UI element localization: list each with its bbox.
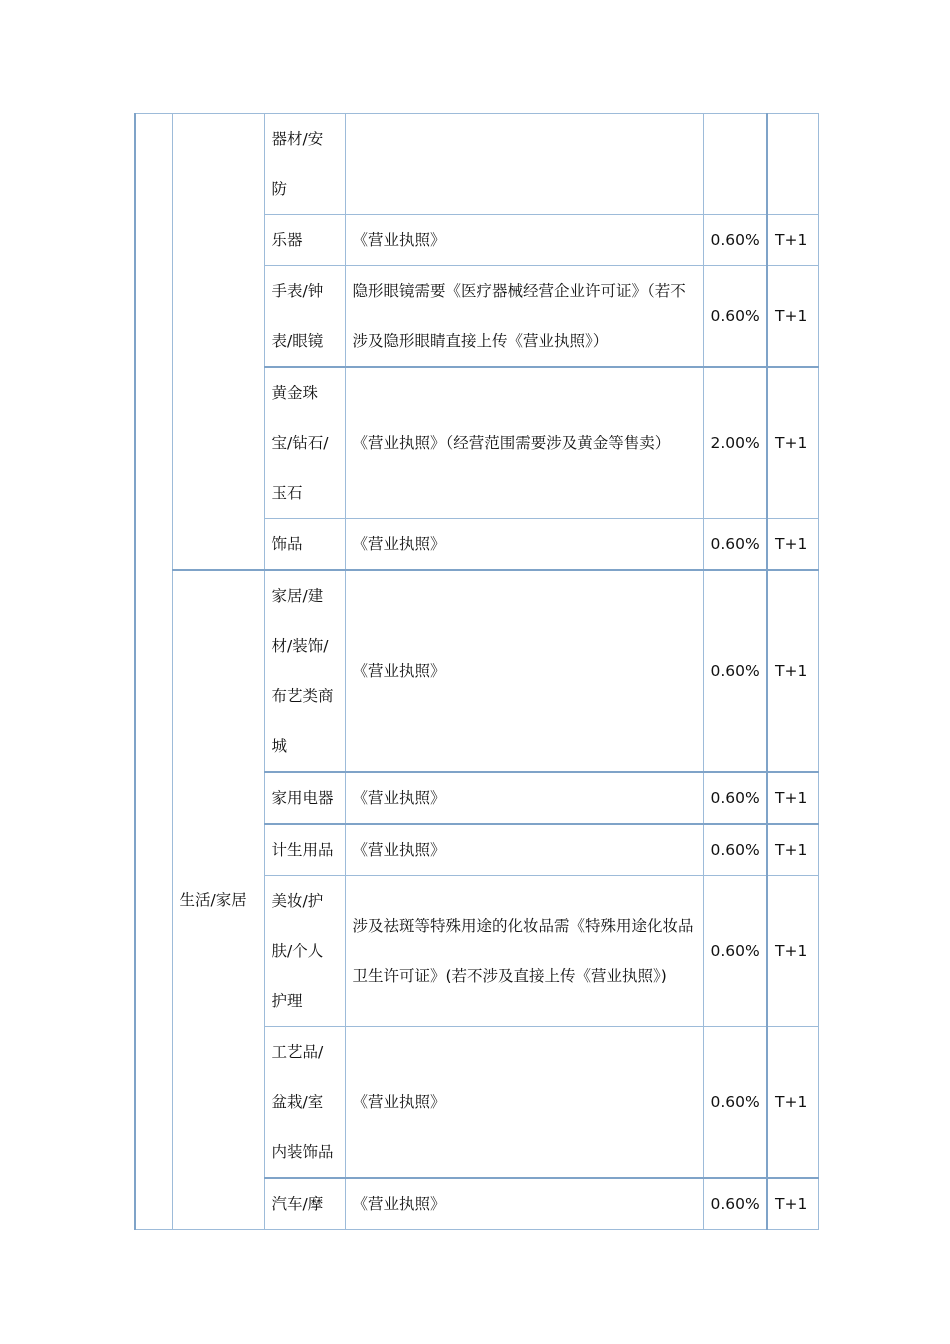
settle-cell: T+1 (767, 367, 818, 519)
requirement-cell: 《营业执照》 (345, 824, 703, 876)
requirement-cell: 涉及祛斑等特殊用途的化妆品需《特殊用途化妆品卫生许可证》(若不涉及直接上传《营业执照》) (345, 876, 703, 1027)
requirement-cell (345, 114, 703, 215)
requirement-cell: 《营业执照》 (345, 519, 703, 571)
settle-cell: T+1 (767, 824, 818, 876)
rate-cell: 0.60% (703, 519, 767, 571)
requirement-cell: 《营业执照》 (345, 215, 703, 266)
settle-cell: T+1 (767, 570, 818, 772)
rate-cell: 0.60% (703, 570, 767, 772)
rate-cell: 0.60% (703, 266, 767, 368)
blank-industry-cell (135, 114, 172, 1230)
rate-cell: 0.60% (703, 772, 767, 824)
subcategory-cell: 器材/安防 (264, 114, 345, 215)
subcategory-cell: 家居/建材/装饰/布艺类商城 (264, 570, 345, 772)
subcategory-cell: 饰品 (264, 519, 345, 571)
settle-cell: T+1 (767, 266, 818, 368)
requirement-cell: 《营业执照》（经营范围需要涉及黄金等售卖） (345, 367, 703, 519)
requirement-cell: 《营业执照》 (345, 1027, 703, 1179)
category-cell-previous (172, 114, 264, 571)
rate-cell: 2.00% (703, 367, 767, 519)
requirement-cell: 隐形眼镜需要《医疗器械经营企业许可证》（若不涉及隐形眼睛直接上传《营业执照》） (345, 266, 703, 368)
rate-cell: 0.60% (703, 1178, 767, 1230)
rate-cell: 0.60% (703, 1027, 767, 1179)
requirement-cell: 《营业执照》 (345, 570, 703, 772)
table-row (135, 570, 818, 772)
subcategory-cell: 工艺品/盆栽/室内装饰品 (264, 1027, 345, 1179)
settle-cell: T+1 (767, 876, 818, 1027)
settle-cell: T+1 (767, 1178, 818, 1230)
subcategory-cell: 乐器 (264, 215, 345, 266)
qualification-table (134, 113, 819, 1230)
requirement-cell: 《营业执照》 (345, 1178, 703, 1230)
rate-cell: 0.60% (703, 876, 767, 1027)
subcategory-cell: 家用电器 (264, 772, 345, 824)
subcategory-cell: 汽车/摩 (264, 1178, 345, 1230)
subcategory-cell: 计生用品 (264, 824, 345, 876)
settle-cell: T+1 (767, 215, 818, 266)
subcategory-cell: 黄金珠宝/钻石/玉石 (264, 367, 345, 519)
settle-cell: T+1 (767, 1027, 818, 1179)
requirement-cell: 《营业执照》 (345, 772, 703, 824)
settle-cell (767, 114, 818, 215)
rate-cell: 0.60% (703, 215, 767, 266)
category-cell-life: 生活/家居 (172, 570, 264, 1230)
subcategory-cell: 美妆/护肤/个人护理 (264, 876, 345, 1027)
rate-cell (703, 114, 767, 215)
settle-cell: T+1 (767, 519, 818, 571)
table-row (135, 114, 818, 215)
subcategory-cell: 手表/钟表/眼镜 (264, 266, 345, 368)
settle-cell: T+1 (767, 772, 818, 824)
rate-cell: 0.60% (703, 824, 767, 876)
